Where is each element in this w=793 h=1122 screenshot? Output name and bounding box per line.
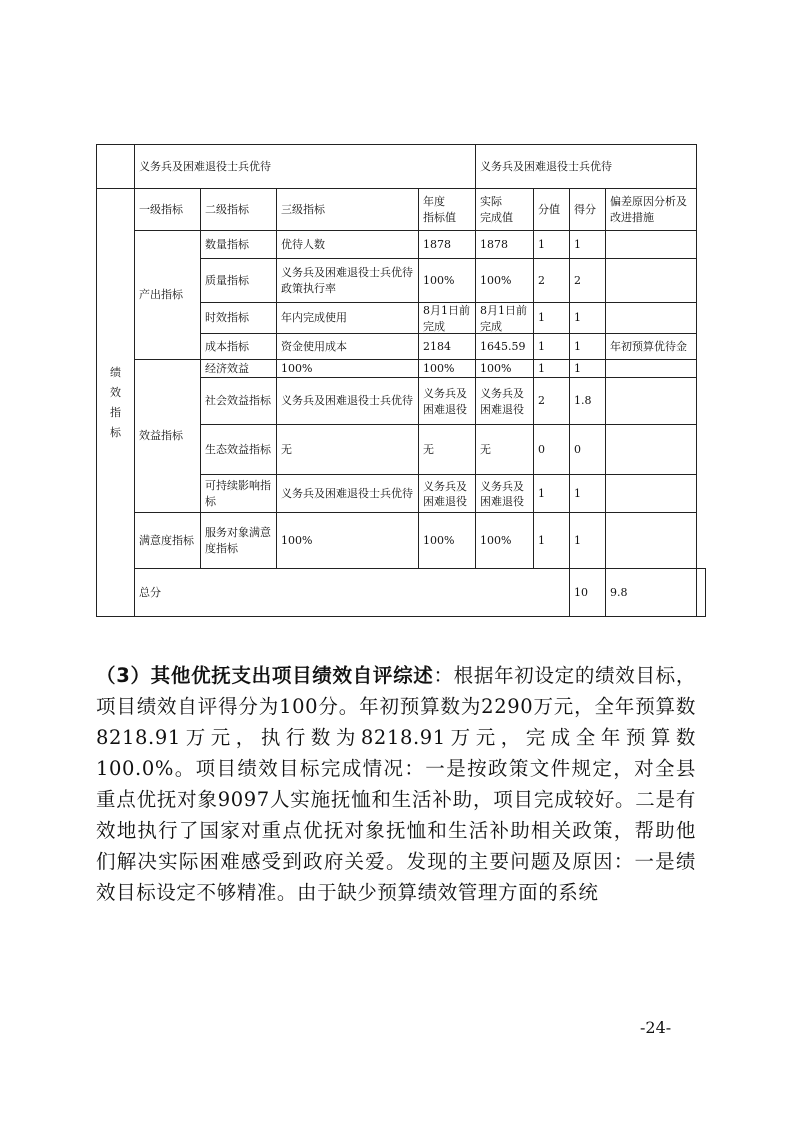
actual-cell: 1645.59: [476, 334, 534, 360]
level2-cell: 质量指标: [201, 259, 277, 303]
target-cell: 100%: [419, 259, 476, 303]
score-cell: 2: [534, 259, 570, 303]
total-note: [697, 569, 706, 617]
actual-cell: 无: [476, 425, 534, 475]
target-cell: 100%: [419, 360, 476, 378]
note-cell: [606, 360, 697, 378]
note-cell: [606, 378, 697, 425]
total-score: 10: [570, 569, 606, 617]
score-cell: 1: [534, 513, 570, 569]
summary-paragraph: [96, 660, 696, 908]
header-target: 年度 指标值: [419, 189, 476, 231]
level3-cell: 义务兵及困难退役士兵优待: [277, 378, 419, 425]
target-cell: 义务兵及困难退役: [419, 475, 476, 513]
actual-cell: 1878: [476, 231, 534, 259]
got-cell: 1: [570, 231, 606, 259]
note-cell: [606, 425, 697, 475]
level1-cell: 产出指标: [135, 231, 201, 360]
header-score: 分值: [534, 189, 570, 231]
header-got: 得分: [570, 189, 606, 231]
header-actual: 实际 完成值: [476, 189, 534, 231]
score-cell: 1: [534, 231, 570, 259]
actual-cell: 100%: [476, 513, 534, 569]
level2-cell: 可持续影响指标: [201, 475, 277, 513]
level3-cell: 义务兵及困难退役士兵优待: [277, 475, 419, 513]
page-number: -24-: [640, 1018, 672, 1037]
target-cell: 8月1日前完成: [419, 303, 476, 334]
level3-cell: 100%: [277, 360, 419, 378]
got-cell: 0: [570, 425, 606, 475]
actual-cell: 义务兵及困难退役: [476, 378, 534, 425]
got-cell: 1: [570, 303, 606, 334]
target-cell: 1878: [419, 231, 476, 259]
header-note: 偏差原因分析及改进措施: [606, 189, 697, 231]
score-cell: 1: [534, 303, 570, 334]
actual-cell: 100%: [476, 259, 534, 303]
score-cell: 1: [534, 360, 570, 378]
level3-cell: 资金使用成本: [277, 334, 419, 360]
level2-cell: 数量指标: [201, 231, 277, 259]
paragraph-body: ：根据年初设定的绩效目标，项目绩效自评得分为100分。年初预算数为2290万元，全年预算数8218.91万元，执行数为8218.91万元，完成全年预算数100.0%。项目绩效目标完成情况：一是按政策文件规定，对全县重点优抚对象9097人实施抚恤和生活补助，项目完成较好。二是有效地执行了国家对重点优抚对象抚恤和生活补助相关政策，帮助他们解决实际困难感受到政府关爱。发现的主要问题及原因：一是绩效目标设定不够精准。由于缺少预算绩效管理方面的系统: [96, 664, 696, 904]
score-cell: 0: [534, 425, 570, 475]
got-cell: 1: [570, 475, 606, 513]
got-cell: 2: [570, 259, 606, 303]
level2-cell: 服务对象满意度指标: [201, 513, 277, 569]
note-cell: [606, 259, 697, 303]
note-cell: 年初预算优待金: [606, 334, 697, 360]
target-cell: 100%: [419, 513, 476, 569]
side-label: 绩 效 指 标: [97, 189, 135, 617]
level2-cell: 经济效益: [201, 360, 277, 378]
score-cell: 2: [534, 378, 570, 425]
level3-cell: 100%: [277, 513, 419, 569]
total-label: 总分: [135, 569, 570, 617]
score-cell: 1: [534, 334, 570, 360]
actual-cell: 100%: [476, 360, 534, 378]
level3-cell: 年内完成使用: [277, 303, 419, 334]
got-cell: 1: [570, 334, 606, 360]
got-cell: 1.8: [570, 378, 606, 425]
header-level1: 一级指标: [135, 189, 201, 231]
paragraph-lead: （3）其他优抚支出项目绩效自评综述: [96, 664, 434, 687]
level3-cell: 优待人数: [277, 231, 419, 259]
note-cell: [606, 303, 697, 334]
target-cell: 无: [419, 425, 476, 475]
level2-cell: 时效指标: [201, 303, 277, 334]
actual-cell: 义务兵及困难退役: [476, 475, 534, 513]
level1-cell: 效益指标: [135, 360, 201, 513]
target-left: 义务兵及困难退役士兵优待: [135, 145, 476, 189]
target-cell: 义务兵及困难退役: [419, 378, 476, 425]
level3-cell: 无: [277, 425, 419, 475]
blank-cell: [97, 145, 135, 189]
got-cell: 1: [570, 513, 606, 569]
target-right: 义务兵及困难退役士兵优待: [476, 145, 697, 189]
total-got: 9.8: [606, 569, 697, 617]
header-level3: 三级指标: [277, 189, 419, 231]
level3-cell: 义务兵及困难退役士兵优待政策执行率: [277, 259, 419, 303]
level2-cell: 社会效益指标: [201, 378, 277, 425]
level2-cell: 成本指标: [201, 334, 277, 360]
performance-table: [96, 144, 706, 617]
score-cell: 1: [534, 475, 570, 513]
level1-cell: 满意度指标: [135, 513, 201, 569]
got-cell: 1: [570, 360, 606, 378]
target-cell: 2184: [419, 334, 476, 360]
note-cell: [606, 513, 697, 569]
actual-cell: 8月1日前完成: [476, 303, 534, 334]
level2-cell: 生态效益指标: [201, 425, 277, 475]
note-cell: [606, 475, 697, 513]
header-level2: 二级指标: [201, 189, 277, 231]
note-cell: [606, 231, 697, 259]
